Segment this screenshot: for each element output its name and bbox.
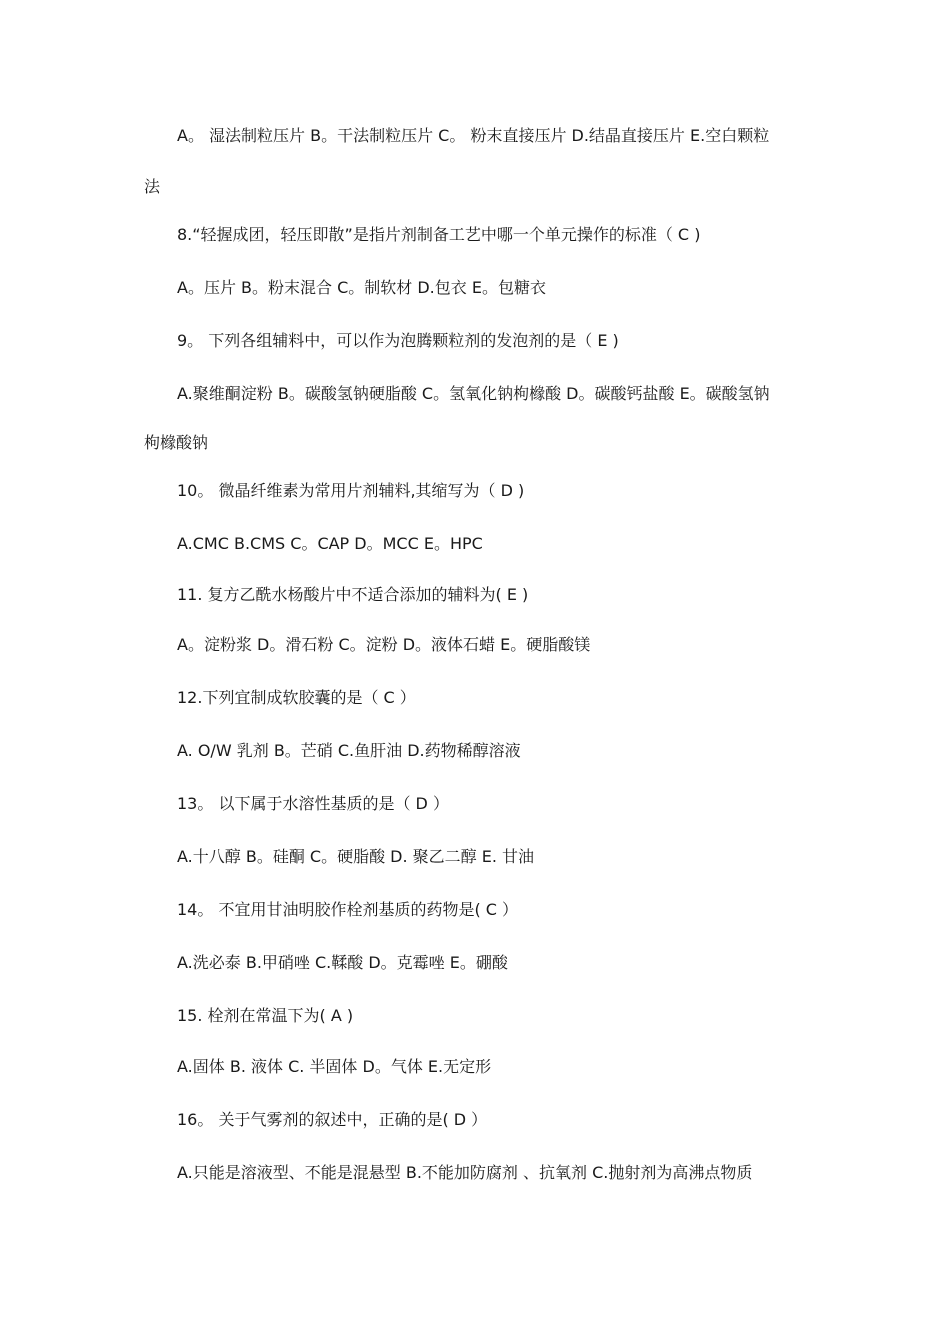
option-line-q9: A.聚维酮淀粉 B。碳酸氢钠硬脂酸 C。氢氧化钠枸橼酸 D。碳酸钙盐酸 E。碳酸氢钠 (177, 384, 770, 403)
option-line-q13: A.十八醇 B。硅酮 C。硬脂酸 D. 聚乙二醇 E. 甘油 (177, 847, 535, 866)
question-9: 9。 下列各组辅料中，可以作为泡腾颗粒剂的发泡剂的是（ E ) (177, 331, 619, 350)
question-8: 8.“轻握成团，轻压即散”是指片剂制备工艺中哪一个单元操作的标准（ C ) (177, 225, 701, 244)
option-line-q15: A.固体 B. 液体 C. 半固体 D。气体 E.无定形 (177, 1057, 492, 1076)
question-14: 14。 不宜用甘油明胶作栓剂基质的药物是( C ） (177, 900, 519, 919)
option-line-q7-continued: 法 (144, 177, 161, 196)
question-16: 16。 关于气雾剂的叙述中，正确的是( D ） (177, 1110, 488, 1129)
option-line-q8: A。压片 B。粉末混合 C。制软材 D.包衣 E。包糖衣 (177, 278, 546, 297)
question-12: 12.下列宜制成软胶囊的是（ C ） (177, 688, 416, 707)
question-10: 10。 微晶纤维素为常用片剂辅料,其缩写为（ D ) (177, 481, 525, 500)
option-line-q7: A。 湿法制粒压片 B。干法制粒压片 C。 粉末直接压片 D.结晶直接压片 E.空白颗粒 (177, 126, 770, 145)
question-11: 11. 复方乙酰水杨酸片中不适合添加的辅料为( E ) (177, 585, 529, 604)
option-line-q9-continued: 枸橼酸钠 (144, 433, 209, 452)
option-line-q14: A.洗必泰 B.甲硝唑 C.鞣酸 D。克霉唑 E。硼酸 (177, 953, 508, 972)
option-line-q10: A.CMC B.CMS C。CAP D。MCC E。HPC (177, 534, 483, 553)
question-13: 13。 以下属于水溶性基质的是（ D ） (177, 794, 449, 813)
option-line-q11: A。淀粉浆 D。滑石粉 C。淀粉 D。液体石蜡 E。硬脂酸镁 (177, 635, 591, 654)
option-line-q16: A.只能是溶液型、不能是混悬型 B.不能加防腐剂 、抗氧剂 C.抛射剂为高沸点物质 (177, 1163, 753, 1182)
question-15: 15. 栓剂在常温下为( A ) (177, 1006, 354, 1025)
option-line-q12: A. O/W 乳剂 B。芒硝 C.鱼肝油 D.药物稀醇溶液 (177, 741, 521, 760)
